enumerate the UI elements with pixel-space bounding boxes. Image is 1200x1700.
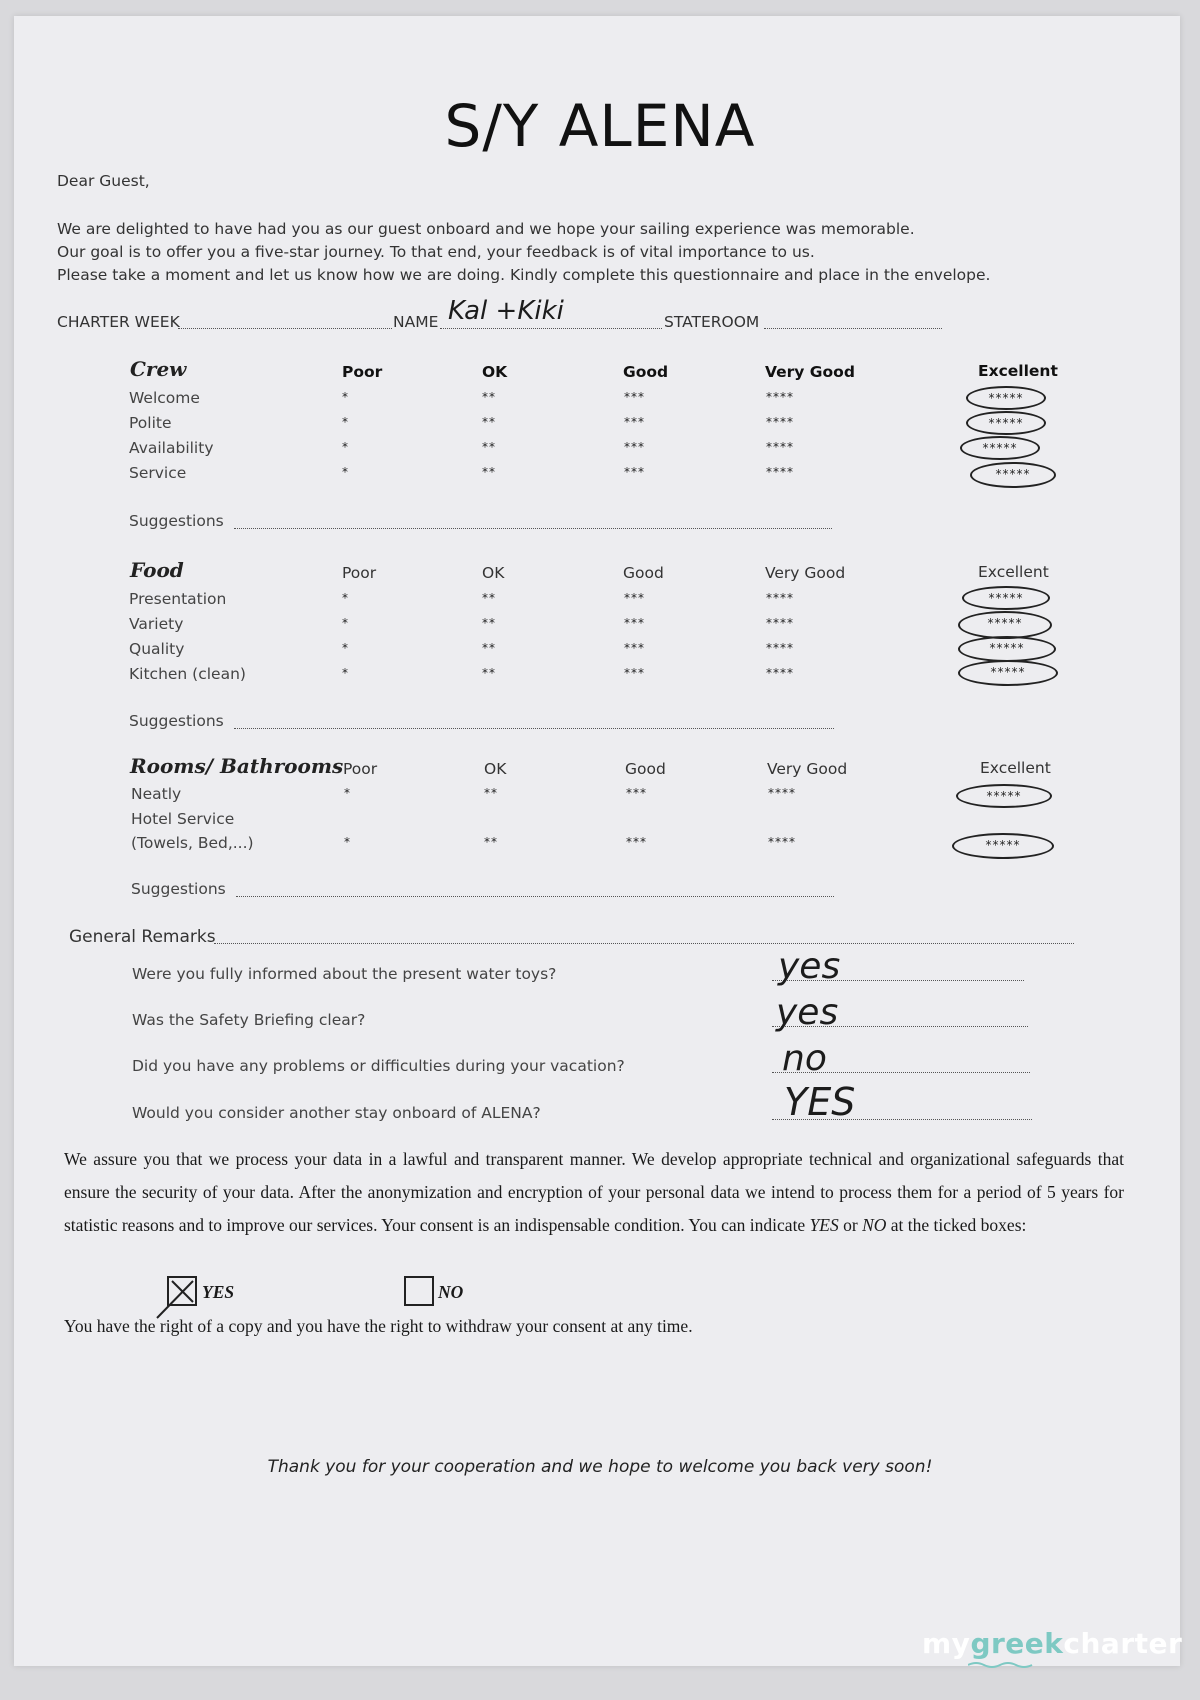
- rooms-item-neatly: Neatly: [131, 785, 182, 803]
- star-excellent-circled[interactable]: *****: [966, 411, 1046, 435]
- charter-week-field[interactable]: [178, 314, 392, 329]
- star-ok[interactable]: **: [482, 415, 496, 429]
- general-remarks-label: General Remarks: [69, 927, 216, 947]
- question-safety-briefing: Was the Safety Briefing clear?: [132, 1011, 366, 1029]
- food-item-presentation: Presentation: [129, 590, 227, 608]
- header-poor: Poor: [342, 564, 377, 582]
- header-ok: OK: [484, 760, 507, 778]
- star-good[interactable]: ***: [624, 465, 645, 479]
- star-good[interactable]: ***: [626, 786, 647, 800]
- header-good: Good: [625, 760, 666, 778]
- crew-suggestions-label: Suggestions: [129, 512, 224, 530]
- mygreekcharter-watermark-logo: [922, 1627, 1182, 1660]
- star-very-good[interactable]: ****: [766, 465, 794, 479]
- star-good[interactable]: ***: [624, 390, 645, 404]
- document-title: S/Y ALENA: [444, 92, 756, 160]
- name-label: NAME: [393, 313, 439, 331]
- section-title-crew: Crew: [130, 357, 187, 381]
- consent-no-checkbox[interactable]: [404, 1276, 434, 1306]
- answer-water-toys-handwritten: yes: [778, 946, 841, 987]
- consent-no-label: NO: [438, 1282, 464, 1302]
- stateroom-label: STATEROOM: [664, 313, 760, 331]
- star-poor[interactable]: *: [344, 786, 351, 800]
- privacy-tail: at the ticked boxes:: [886, 1215, 1027, 1235]
- star-ok[interactable]: **: [482, 666, 496, 680]
- star-ok[interactable]: **: [482, 591, 496, 605]
- star-very-good[interactable]: ****: [766, 390, 794, 404]
- crew-item-polite: Polite: [129, 414, 172, 432]
- watermark-part-1: my: [922, 1627, 971, 1660]
- star-ok[interactable]: **: [484, 786, 498, 800]
- star-poor[interactable]: *: [342, 666, 349, 680]
- star-very-good[interactable]: ****: [766, 440, 794, 454]
- food-suggestions-field[interactable]: [234, 714, 834, 729]
- header-very-good: Very Good: [765, 363, 855, 381]
- star-good[interactable]: ***: [624, 591, 645, 605]
- wave-icon: [968, 1661, 1038, 1669]
- star-very-good[interactable]: ****: [768, 786, 796, 800]
- star-poor[interactable]: *: [342, 641, 349, 655]
- intro-line-1: We are delighted to have had you as our guest onboard and we hope your sailing experience was memorable.: [57, 220, 915, 238]
- crew-item-service: Service: [129, 464, 187, 482]
- food-item-kitchen-clean: Kitchen (clean): [129, 665, 246, 683]
- header-excellent: Excellent: [978, 362, 1058, 380]
- star-ok[interactable]: **: [482, 641, 496, 655]
- star-ok[interactable]: **: [482, 616, 496, 630]
- star-good[interactable]: ***: [624, 440, 645, 454]
- food-item-variety: Variety: [129, 615, 184, 633]
- star-poor[interactable]: *: [342, 390, 349, 404]
- consent-yes-checkbox[interactable]: [167, 1276, 197, 1306]
- header-good: Good: [623, 564, 664, 582]
- star-poor[interactable]: *: [342, 465, 349, 479]
- crew-item-welcome: Welcome: [129, 389, 200, 407]
- star-excellent-circled[interactable]: *****: [958, 611, 1052, 639]
- question-water-toys: Were you fully informed about the present water toys?: [132, 965, 557, 983]
- crew-suggestions-field[interactable]: [234, 514, 832, 529]
- header-ok: OK: [482, 564, 505, 582]
- privacy-paragraph: [64, 1143, 1124, 1242]
- name-handwritten: Kal +Kiki: [448, 296, 564, 326]
- star-very-good[interactable]: ****: [768, 835, 796, 849]
- food-item-quality: Quality: [129, 640, 185, 658]
- answer-problems-handwritten: no: [782, 1038, 827, 1079]
- header-poor: Poor: [342, 363, 383, 381]
- star-ok[interactable]: **: [484, 835, 498, 849]
- crew-item-availability: Availability: [129, 439, 214, 457]
- star-good[interactable]: ***: [624, 666, 645, 680]
- question-problems: Did you have any problems or difficulties during your vacation?: [132, 1057, 625, 1075]
- greeting: Dear Guest,: [57, 172, 150, 190]
- star-very-good[interactable]: ****: [766, 666, 794, 680]
- privacy-or-word: or: [838, 1215, 863, 1235]
- section-title-rooms-bathrooms: Rooms/ Bathrooms: [130, 754, 344, 778]
- star-good[interactable]: ***: [626, 835, 647, 849]
- star-very-good[interactable]: ****: [766, 641, 794, 655]
- star-excellent-circled[interactable]: *****: [966, 386, 1046, 410]
- star-very-good[interactable]: ****: [766, 591, 794, 605]
- star-excellent-circled[interactable]: *****: [962, 586, 1050, 610]
- watermark-part-3: charter: [1063, 1627, 1183, 1660]
- intro-line-2: Our goal is to offer you a five-star journey. To that end, your feedback is of vital importance to us.: [57, 243, 815, 261]
- star-excellent-circled[interactable]: *****: [958, 660, 1058, 686]
- rooms-item-hotel-service: Hotel Service: [131, 810, 235, 828]
- food-suggestions-label: Suggestions: [129, 712, 224, 730]
- answer-another-stay-handwritten: YES: [784, 1080, 856, 1124]
- star-good[interactable]: ***: [624, 616, 645, 630]
- question-another-stay: Would you consider another stay onboard of ALENA?: [132, 1104, 541, 1122]
- header-excellent: Excellent: [980, 759, 1051, 777]
- privacy-text: We assure you that we process your data in a lawful and transparent manner. We develop appropriate technical and organizational safeguards that ensure the security of your data. After the anonymization and encryption of your personal data we intend to process them for a period of 5 years for statistic reasons and to improve our services. Your consent is an indispensable condition. You can indicate: [64, 1149, 1124, 1235]
- star-excellent-circled[interactable]: *****: [970, 462, 1056, 488]
- privacy-no-word: NO: [862, 1215, 887, 1235]
- intro-line-3: Please take a moment and let us know how we are doing. Kindly complete this questionnaire and place in the envelope.: [57, 266, 991, 284]
- charter-week-label: CHARTER WEEK: [57, 313, 180, 331]
- general-remarks-field[interactable]: [214, 929, 1074, 944]
- star-good[interactable]: ***: [624, 415, 645, 429]
- star-excellent-circled[interactable]: *****: [958, 636, 1056, 662]
- header-excellent: Excellent: [978, 563, 1049, 581]
- star-ok[interactable]: **: [482, 465, 496, 479]
- watermark-part-2: greek: [970, 1627, 1064, 1660]
- rooms-suggestions-field[interactable]: [236, 882, 834, 897]
- star-excellent-circled[interactable]: *****: [952, 833, 1054, 859]
- star-good[interactable]: ***: [624, 641, 645, 655]
- header-very-good: Very Good: [767, 760, 848, 778]
- closing-message: Thank you for your cooperation and we hope to welcome you back very soon!: [267, 1457, 933, 1477]
- rights-text: You have the right of a copy and you have the right to withdraw your consent at any time.: [64, 1316, 693, 1336]
- star-very-good[interactable]: ****: [766, 616, 794, 630]
- star-excellent-circled[interactable]: *****: [960, 436, 1040, 460]
- star-poor[interactable]: *: [342, 440, 349, 454]
- star-poor[interactable]: *: [342, 616, 349, 630]
- stateroom-field[interactable]: [764, 314, 942, 329]
- star-excellent-circled[interactable]: *****: [956, 784, 1052, 808]
- header-poor: Poor: [343, 760, 378, 778]
- header-ok: OK: [482, 363, 508, 381]
- star-poor[interactable]: *: [344, 835, 351, 849]
- privacy-yes-word: YES: [809, 1215, 839, 1235]
- star-very-good[interactable]: ****: [766, 415, 794, 429]
- header-very-good: Very Good: [765, 564, 846, 582]
- check-mark-icon: [169, 1278, 195, 1304]
- star-ok[interactable]: **: [482, 390, 496, 404]
- star-ok[interactable]: **: [482, 440, 496, 454]
- star-poor[interactable]: *: [342, 591, 349, 605]
- star-poor[interactable]: *: [342, 415, 349, 429]
- answer-safety-briefing-handwritten: yes: [776, 992, 839, 1033]
- rooms-item-towels-bed: (Towels, Bed,...): [131, 834, 254, 852]
- rooms-suggestions-label: Suggestions: [131, 880, 226, 898]
- section-title-food: Food: [130, 558, 184, 582]
- consent-yes-label: YES: [202, 1282, 235, 1302]
- header-good: Good: [623, 363, 669, 381]
